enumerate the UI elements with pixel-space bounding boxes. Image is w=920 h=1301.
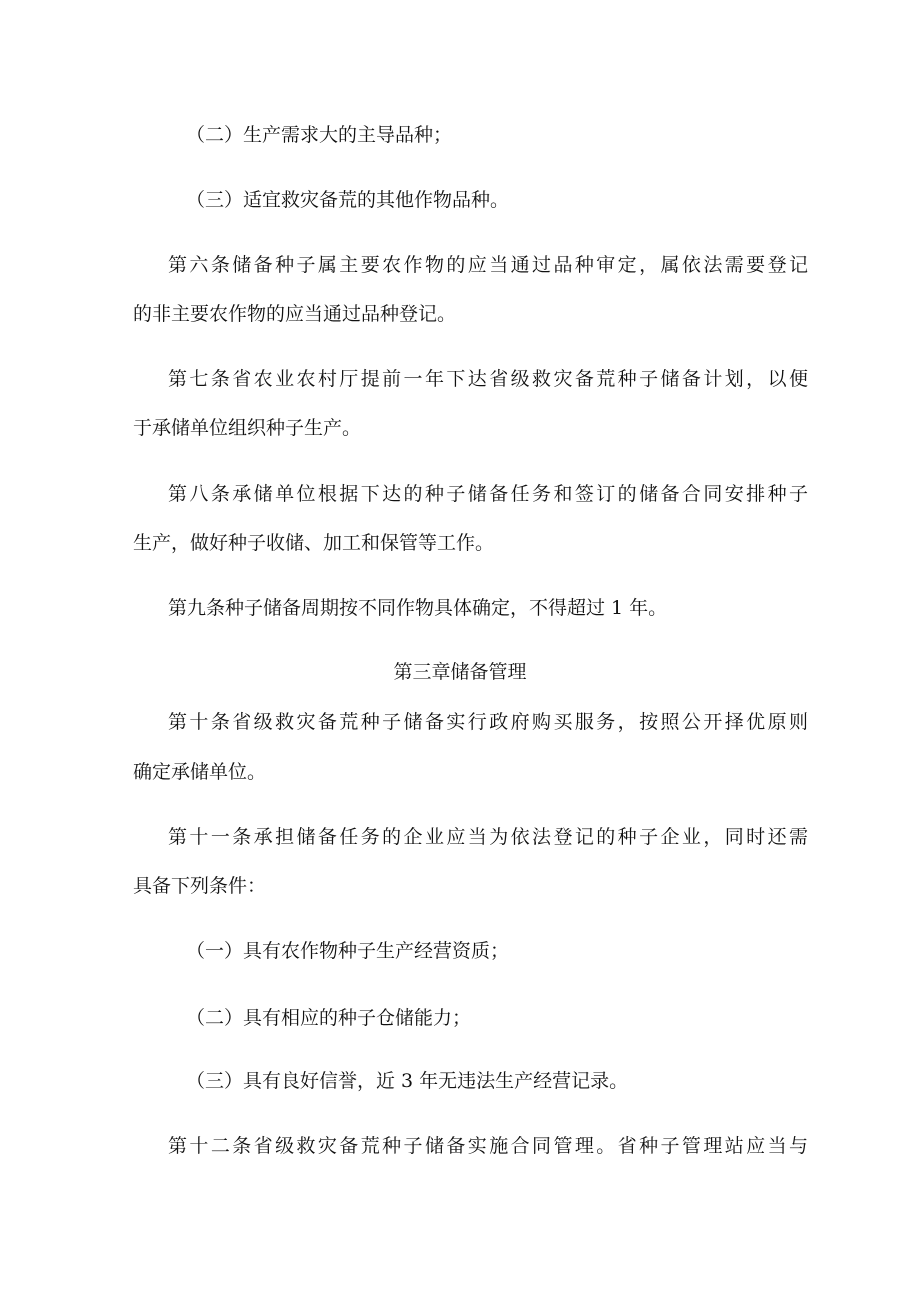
list-item-3-disaster-varieties: （三）适宜救灾备荒的其他作物品种。 [186,189,510,211]
list-item-3-good-reputation: （三）具有良好信誉，近 3 年无违法生产经营记录。 [186,1070,629,1092]
article-6-line-1: 第六条储备种子属主要农作物的应当通过品种审定，属依法需要登记 [168,254,808,276]
list-item-2-storage-capacity: （二）具有相应的种子仓储能力； [186,1007,472,1029]
article-10-line-2: 确定承储单位。 [133,761,267,783]
article-11-line-1: 第十一条承担储备任务的企业应当为依法登记的种子企业，同时还需 [168,826,808,848]
article-12-line-1: 第十二条省级救灾备荒种子储备实施合同管理。省种子管理站应当与 [168,1135,808,1157]
chapter-3-heading: 第三章储备管理 [393,661,527,683]
article-8-line-2: 生产，做好种子收储、加工和保管等工作。 [133,532,495,554]
article-6-line-2: 的非主要农作物的应当通过品种登记。 [133,303,457,325]
article-9-line-1: 第九条种子储备周期按不同作物具体确定，不得超过 1 年。 [168,597,668,619]
article-8-line-1: 第八条承储单位根据下达的种子储备任务和签订的储备合同安排种子 [168,483,808,505]
list-item-2-production-demand: （二）生产需求大的主导品种； [186,124,453,146]
list-item-1-qualification: （一）具有农作物种子生产经营资质； [186,940,510,962]
article-11-line-2: 具备下列条件： [133,875,267,897]
article-7-line-1: 第七条省农业农村厅提前一年下达省级救灾备荒种子储备计划，以便 [168,368,808,390]
article-10-line-1: 第十条省级救灾备荒种子储备实行政府购买服务，按照公开择优原则 [168,711,808,733]
article-7-line-2: 于承储单位组织种子生产。 [133,417,362,439]
